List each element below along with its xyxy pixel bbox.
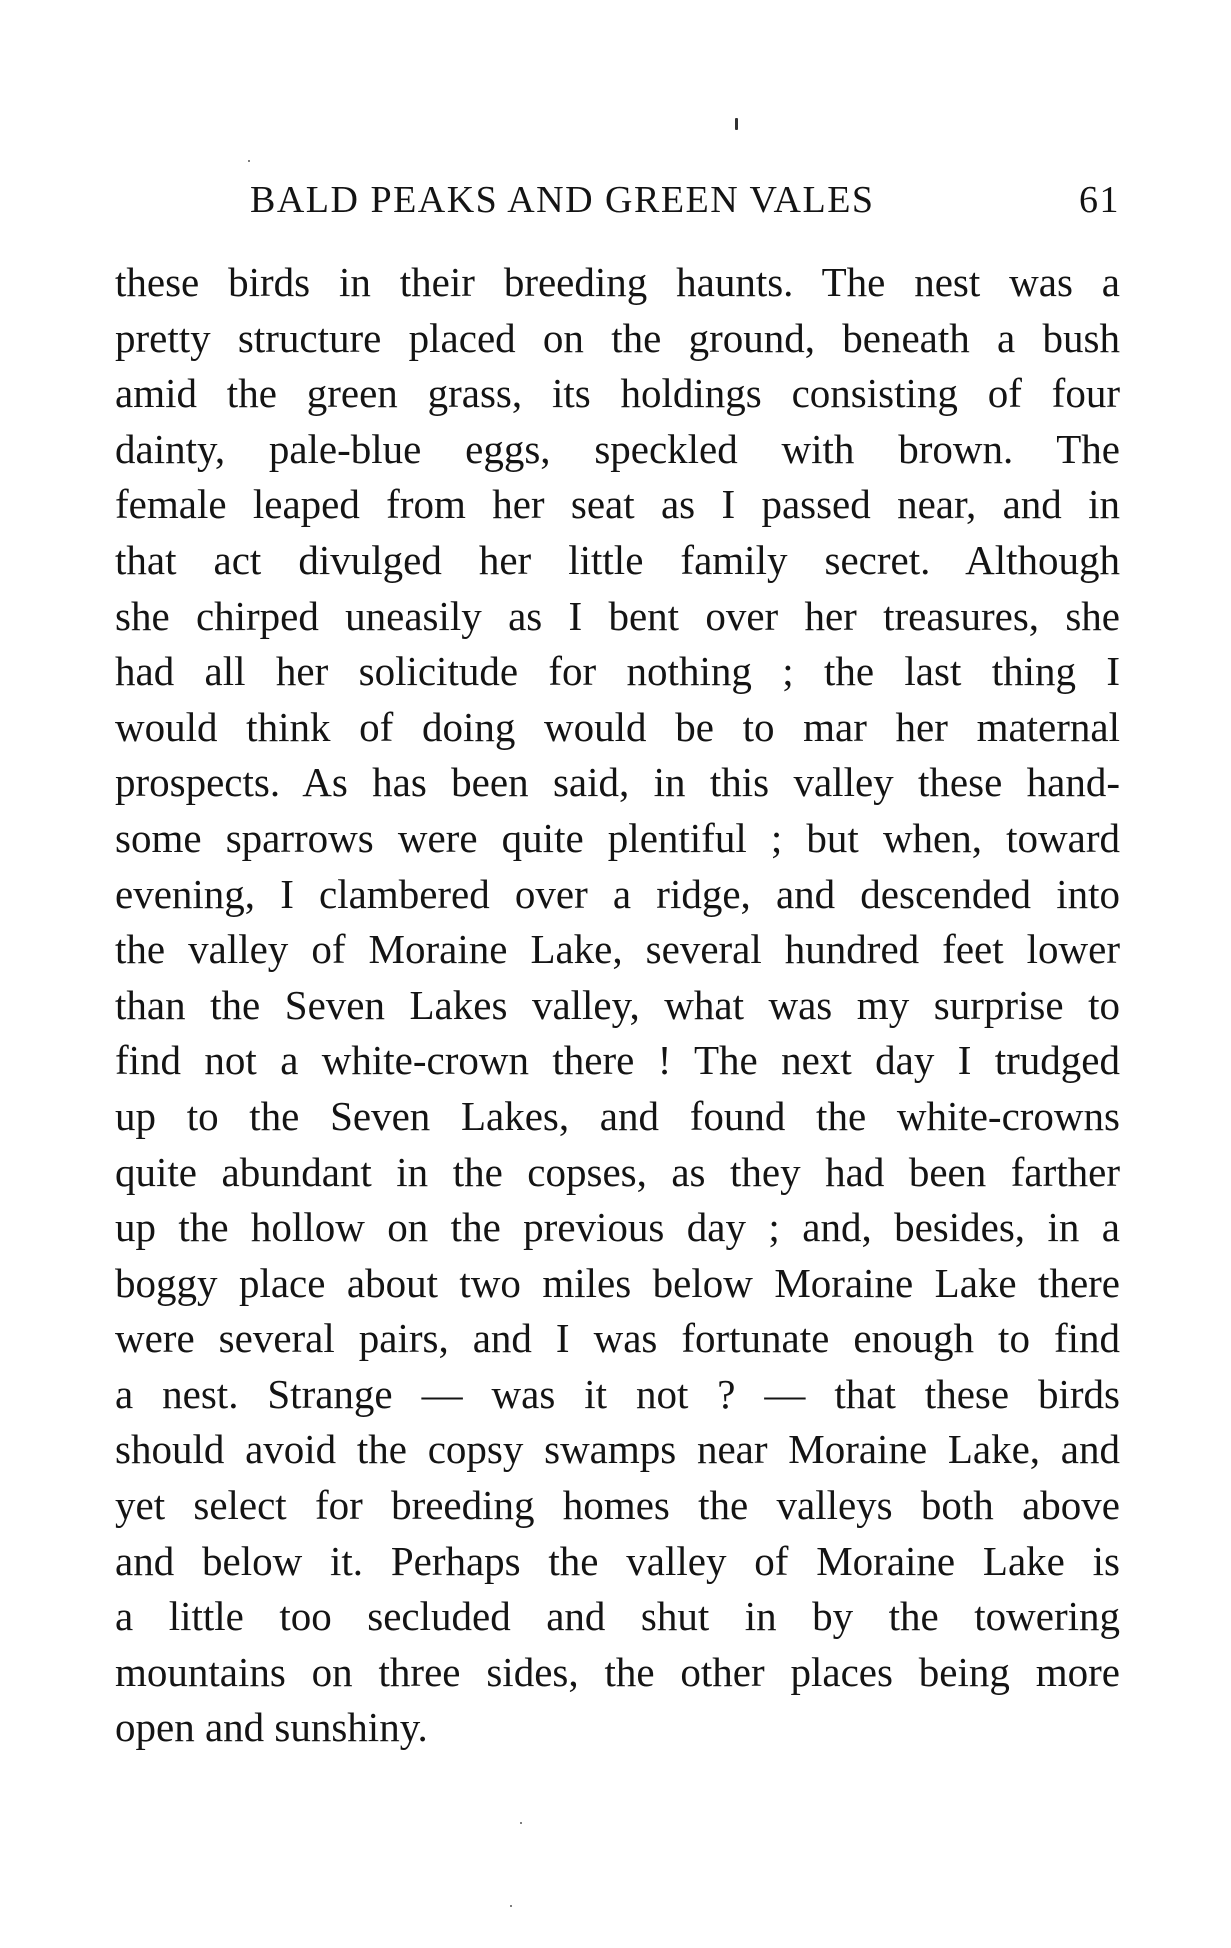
body-text	[115, 255, 1120, 1756]
text-line: these birds in their breeding haunts. The nest was a	[115, 259, 1120, 305]
ink-speck	[735, 118, 738, 130]
text-line: mountains on three sides, the other places being more	[115, 1648, 1120, 1695]
text-line: a nest. Strange — was it not ? — that these birds	[115, 1370, 1120, 1417]
running-head: BALD PEAKS AND GREEN VALES	[250, 179, 875, 221]
text-line: open and sunshiny.	[115, 1704, 428, 1751]
text-line: that act divulged her little family secret. Although	[115, 536, 1120, 583]
text-line: were several pairs, and I was fortunate enough to find	[115, 1315, 1120, 1362]
page-number: 61	[1079, 179, 1120, 221]
text-line: up to the Seven Lakes, and found the white-crowns	[115, 1092, 1120, 1139]
text-line: boggy place about two miles below Moraine Lake there	[115, 1259, 1120, 1306]
text-line: evening, I clambered over a ridge, and descended into	[115, 870, 1120, 917]
text-line: quite abundant in the copses, as they had been farther	[115, 1148, 1120, 1195]
text-line: had all her solicitude for nothing ; the last thing I	[115, 648, 1120, 695]
ink-speck	[520, 1822, 522, 1824]
text-line: female leaped from her seat as I passed near, and in	[115, 481, 1120, 528]
text-line: she chirped uneasily as I bent over her treasures, she	[115, 592, 1120, 639]
text-line: would think of doing would be to mar her maternal	[115, 703, 1120, 750]
text-line: pretty structure placed on the ground, beneath a bush	[115, 314, 1120, 361]
page-header	[250, 178, 1120, 228]
text-line: than the Seven Lakes valley, what was my surprise to	[115, 981, 1120, 1028]
text-line: amid the green grass, its holdings consisting of four	[115, 370, 1120, 417]
text-line: the valley of Moraine Lake, several hundred feet lower	[115, 926, 1120, 973]
text-line: dainty, pale-blue eggs, speckled with brown. The	[115, 425, 1120, 472]
text-line: and below it. Perhaps the valley of Moraine Lake is	[115, 1537, 1120, 1584]
text-line: a little too secluded and shut in by the towering	[115, 1593, 1120, 1640]
text-line: some sparrows were quite plentiful ; but when, toward	[115, 814, 1120, 861]
text-line: find not a white-crown there ! The next day I trudged	[115, 1037, 1120, 1084]
text-line: yet select for breeding homes the valleys both above	[115, 1482, 1120, 1529]
ink-speck	[248, 160, 250, 162]
text-line: prospects. As has been said, in this valley these hand-	[115, 759, 1120, 806]
text-line: up the hollow on the previous day ; and, besides, in a	[115, 1204, 1120, 1251]
ink-speck	[510, 1905, 512, 1907]
text-line: should avoid the copsy swamps near Moraine Lake, and	[115, 1426, 1120, 1473]
